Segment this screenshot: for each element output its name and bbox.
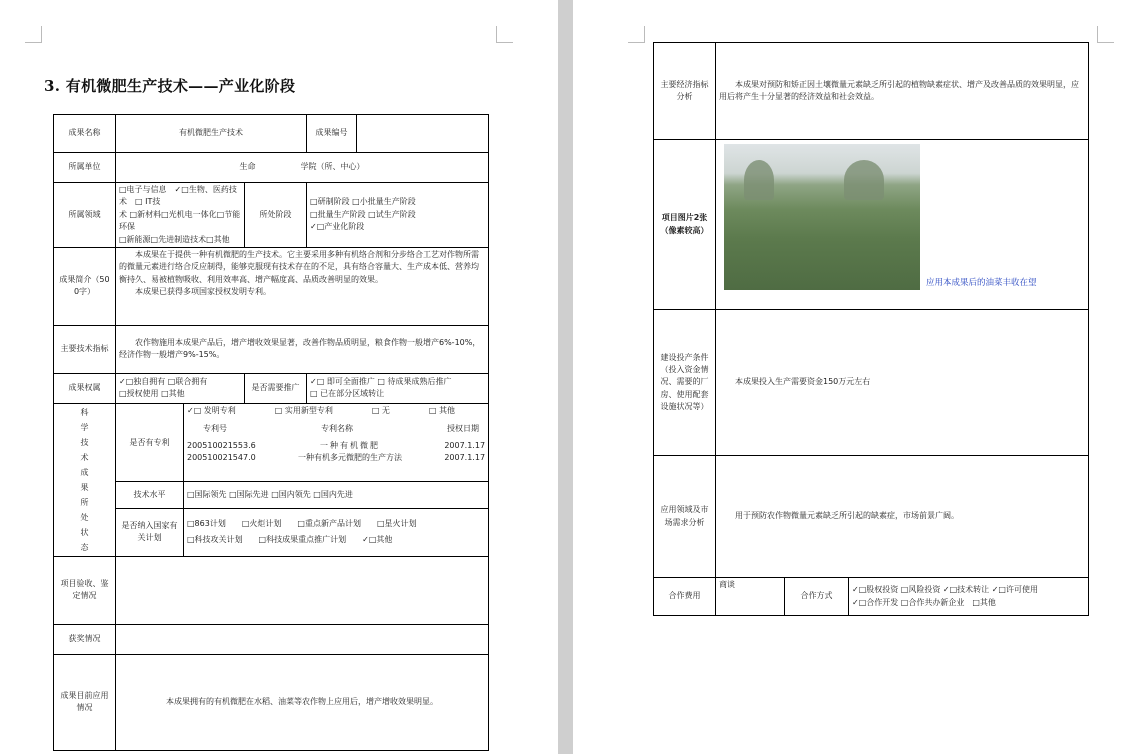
plan-label: 是否纳入国家有关计划 [116, 508, 184, 556]
field-line: □新能源□先进制造技术□其他 [119, 234, 230, 244]
award-label: 获奖情况 [54, 624, 116, 654]
ownership-options [116, 373, 245, 403]
achievement-table [53, 114, 489, 751]
unit-left: 生命 [239, 162, 256, 172]
row-benefit [654, 43, 1089, 140]
document-page-2 [573, 0, 1142, 754]
row-patent [54, 403, 489, 482]
row-plan [54, 508, 489, 556]
indicator-text: 农作物施用本成果产品后，增产增收效果显著，改善作物品质明显，粮食作物一般增产6%-10%，经济作物一般增产9%-15%。 [116, 325, 489, 373]
status-label [54, 403, 116, 556]
unit-value [116, 153, 489, 183]
row-investment [654, 310, 1089, 456]
ownership-line: ✓□独自拥有 □联合拥有 [119, 377, 208, 387]
patent-no: 200510021547.0 [187, 453, 256, 463]
patent-type: □ 无 [371, 405, 390, 415]
cooperation-table [653, 42, 1089, 616]
patent-header: 专利名称 [321, 424, 354, 434]
field-line: 术 □新材料□光机电一体化□节能环保 [119, 209, 241, 232]
patent-name: 一种有机微肥 [320, 440, 381, 450]
stage-line: ✓□产业化阶段 [310, 222, 365, 232]
row-application [54, 654, 489, 750]
award-value [116, 624, 489, 654]
ownership-line: □授权使用 □其他 [119, 389, 185, 399]
row-award [54, 624, 489, 654]
name-label: 成果名称 [54, 115, 116, 153]
number-value [357, 115, 489, 153]
patent-date: 2007.1.17 [444, 440, 486, 450]
field-options [116, 183, 245, 248]
number-label: 成果编号 [307, 115, 357, 153]
status-label-text: 科学技术成果所处状态 [80, 407, 89, 552]
plan-line: □科技攻关计划 □科技成果重点推广计划 ✓□其他 [187, 535, 393, 545]
photo-label: 项目图片2张（像素较高） [654, 140, 716, 310]
application-text: 本成果拥有的有机微肥在水稻、油菜等农作物上应用后，增产增收效果明显。 [116, 654, 489, 750]
acceptance-value [116, 556, 489, 624]
market-label: 应用领域及市场需求分析 [654, 456, 716, 578]
unit-label: 所属单位 [54, 153, 116, 183]
photo-caption: 应用本成果后的油菜丰收在望 [926, 277, 1037, 288]
photo-tree [844, 160, 884, 200]
stage-label: 所处阶段 [245, 183, 307, 248]
patent-row [187, 440, 485, 452]
intro-label: 成果简介（500字） [54, 247, 116, 325]
promo-line: ✓□ 即可全面推广 □ 待成果成熟后推广 [310, 377, 452, 387]
stage-options [307, 183, 489, 248]
benefit-text: 本成果对预防和矫正因土壤微量元素缺乏所引起的植物缺素症状、增产及改善品质的效果明显，应用后将产生十分显著的经济效益和社会效益。 [716, 43, 1089, 140]
crop-mark [496, 26, 513, 43]
row-intro [54, 247, 489, 325]
ownership-label: 成果权属 [54, 373, 116, 403]
patent-headers [187, 423, 485, 435]
promo-options [307, 373, 489, 403]
row-photo [654, 140, 1089, 310]
field-line: □电子与信息 ✓□生物、医药技术 □ IT技 [119, 185, 237, 207]
investment-label: 建设投产条件（投入资金情况、需要的厂房、使用配套设施状况等） [654, 310, 716, 456]
patent-name: 一种有机多元微肥的生产方法 [298, 453, 403, 463]
row-coop [654, 578, 1089, 616]
plan-options [184, 508, 489, 556]
row-acceptance [54, 556, 489, 624]
application-label: 成果目前应用情况 [54, 654, 116, 750]
patent-header: 授权日期 [447, 424, 480, 434]
patent-row [187, 452, 485, 464]
field-label: 所属领域 [54, 183, 116, 248]
crop-mark [25, 26, 42, 43]
indicator-label: 主要技术指标 [54, 325, 116, 373]
patent-types [187, 405, 485, 417]
patent-header: 专利号 [203, 424, 227, 434]
patent-type: □ 实用新型专利 [274, 405, 333, 415]
mode-label: 合作方式 [785, 578, 849, 616]
crop-mark [628, 26, 645, 43]
fee-label: 合作费用 [654, 578, 716, 616]
patent-type: ✓□ 发明专利 [187, 405, 236, 415]
tech-options: □国际领先 □国际先进 □国内领先 □国内先进 [184, 482, 489, 508]
fee-value: 商谈 [716, 578, 785, 616]
promo-label: 是否需要推广 [245, 373, 307, 403]
patent-cell [184, 403, 489, 482]
row-name [54, 115, 489, 153]
crop-mark [1097, 26, 1114, 43]
row-ownership [54, 373, 489, 403]
intro-text: 本成果在于提供一种有机微肥的生产技术。它主要采用多种有机络合剂和分步络合工艺对作物所需的微量元素进行络合反应制得，能够克服现有技术存在的不足，具有络合容量大、生产成本低、营养均衡持久、易被植物吸收、利用效率高、增产幅度高、品质改善明显的效果。 [119, 249, 479, 284]
row-unit [54, 153, 489, 183]
patent-type: □ 其他 [428, 405, 455, 415]
stage-line: □批量生产阶段 □试生产阶段 [310, 209, 416, 219]
investment-text: 本成果投入生产需要资金150万元左右 [716, 310, 1089, 456]
page-gutter [558, 0, 573, 754]
mode-line: ✓□合作开发 □合作共办新企业 □其他 [852, 597, 996, 607]
mode-line: ✓□股权投资 □风险投资 ✓□技术转让 ✓□许可使用 [852, 585, 1038, 595]
row-indicator [54, 325, 489, 373]
document-page-1 [0, 0, 558, 754]
intro-text-cell [116, 247, 489, 325]
stage-line: □研制阶段 □小批量生产阶段 [310, 197, 416, 207]
row-field [54, 183, 489, 248]
row-market [654, 456, 1089, 578]
patent-no: 200510021553.6 [187, 440, 256, 450]
mode-options [849, 578, 1089, 616]
photo-cell [716, 140, 1089, 310]
name-value: 有机微肥生产技术 [116, 115, 307, 153]
photo-tree [744, 160, 774, 200]
unit-right: 学院（所、中心） [300, 162, 365, 172]
market-text: 用于预防农作物微量元素缺乏所引起的缺素症，市场前景广阔。 [716, 456, 1089, 578]
rapeseed-field-photo [724, 144, 920, 290]
patent-date: 2007.1.17 [444, 453, 486, 463]
section-title: 3. 有机微肥生产技术——产业化阶段 [44, 77, 296, 95]
row-tech-level [54, 482, 489, 508]
tech-label: 技术水平 [116, 482, 184, 508]
plan-line: □863计划 □火炬计划 □重点新产品计划 □星火计划 [187, 518, 417, 528]
benefit-label: 主要经济指标分析 [654, 43, 716, 140]
acceptance-label: 项目验收、鉴定情况 [54, 556, 116, 624]
patent-label: 是否有专利 [116, 403, 184, 482]
promo-line: □ 已在部分区域转让 [310, 389, 385, 399]
intro-text-2: 本成果已获得多项国家授权发明专利。 [135, 287, 271, 297]
